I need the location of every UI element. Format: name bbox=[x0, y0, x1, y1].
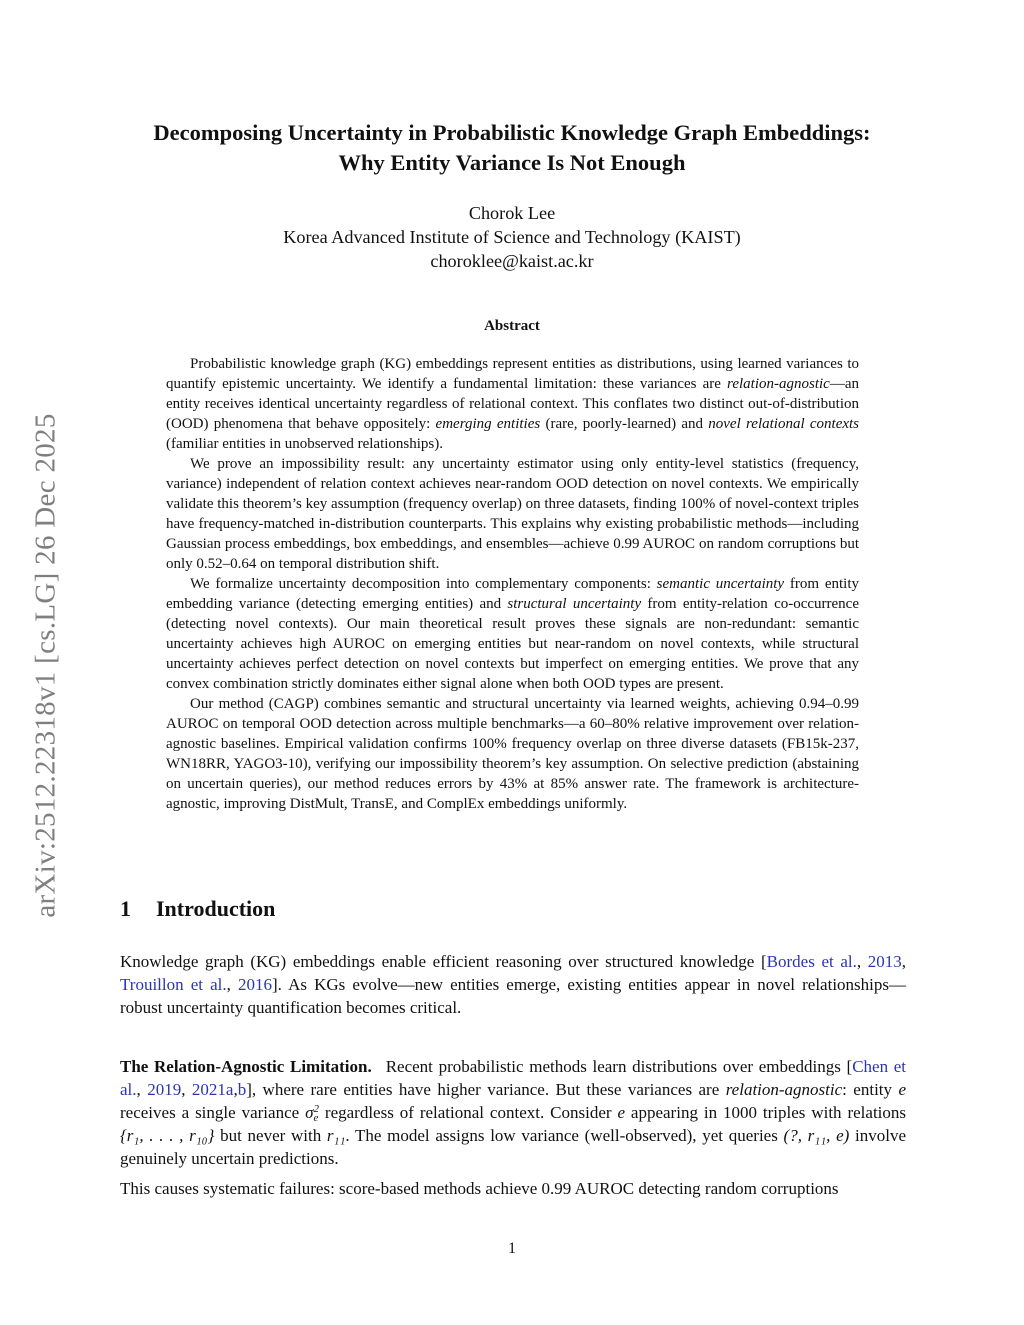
abstract-paragraph-4: Our method (CAGP) combines semantic and structural uncertainty via learned weights, achieving 0.94–0.99 AUROC on temporal OOD detection across multiple benchmarks—a 60–80% relative improvement over relation-agnostic baselines. Empirical validation confirms 100% frequency overlap on three diverse datasets (FB15k-237, WN18RR, YAGO3-10), verifying our impossibility theorem’s key assumption. On selective prediction (abstaining on uncertain queries), our method reduces errors by 43% at 85% answer rate. The framework is architecture-agnostic, improving DistMult, TransE, and ComplEx embeddings uniformly. bbox=[166, 696, 859, 812]
abstract-paragraph-3: We formalize uncertainty decomposition into complementary components: semantic uncertainty from entity embedding variance (detecting emerging entities) and structural uncertainty from entity-relation co-occurrence (detecting novel contexts). Our main theoretical result proves these signals are non-redundant: semantic uncertainty achieves high AUROC on emerging entities but near-random on novel contexts, while structural uncertainty achieves perfect detection on novel contexts but imperfect on emerging entities. We prove that any convex combination strictly dominates either signal alone when both OOD types are present. bbox=[166, 576, 859, 692]
math-query: (?, r₁₁, e) bbox=[783, 1126, 850, 1145]
title-line-1: Decomposing Uncertainty in Probabilistic Knowledge Graph Embeddings: bbox=[153, 120, 871, 145]
page-number: 1 bbox=[508, 1240, 516, 1257]
abstract-body bbox=[166, 354, 859, 814]
arxiv-sidebar bbox=[18, 370, 74, 960]
citation-link[interactable]: 2019 bbox=[147, 1080, 182, 1099]
abstract-paragraph-2: We prove an impossibility result: any uncertainty estimator using only entity-level statistics (frequency, variance) independent of relation context achieves near-random OOD detection on novel contexts. We empirically validate this theorem’s key assumption (frequency overlap) on three datasets, finding 100% of novel-context triples have frequency-matched in-distribution counterparts. This explains why existing probabilistic methods—including Gaussian process embeddings, box embeddings, and ensembles—achieve 0.99 AUROC on random corruptions but only 0.52–0.64 on temporal distribution shift. bbox=[166, 456, 859, 572]
author-name: Chorok Lee bbox=[468, 203, 556, 223]
citation-link[interactable]: Chen et al. bbox=[120, 1057, 907, 1099]
author-email: choroklee@kaist.ac.kr bbox=[430, 251, 594, 271]
section-heading-introduction bbox=[120, 895, 275, 923]
intro-paragraph-2: The Relation-Agnostic Limitation. Recent probabilistic methods learn distributions over embeddings [Chen et al., 2019, 2021a,b], where rare entities have higher variance. But these variances are relation-agnostic: entity e receives a single variance σ 2 e regardless of relational context. Consider e appearing in 1000 triples with relations {r₁, . . . , r₁₀} but never with r₁₁. The model assigns low variance (well-observed), yet queries (?, r₁₁, e) involve genuinely uncertain predictions. bbox=[120, 1057, 907, 1168]
abstract-heading: Abstract bbox=[484, 318, 540, 334]
paragraph-heading: The Relation-Agnostic Limitation. bbox=[120, 1057, 372, 1076]
section-title: Introduction bbox=[156, 896, 276, 921]
math-symbol: e bbox=[617, 1103, 625, 1122]
citation-link[interactable]: 2021a bbox=[191, 1080, 234, 1099]
math-relation-set: {r₁, . . . , r₁₀} bbox=[120, 1126, 215, 1145]
math-symbol: e bbox=[898, 1080, 907, 1099]
intro-paragraph-1: Knowledge graph (KG) embeddings enable efficient reasoning over structured knowledge [Bordes et al., 2013, Trouillon et al., 2016]. As KGs evolve—new entities emerge, existing entities appear in novel relationships—robust uncertainty quantification becomes critical. bbox=[120, 952, 907, 1017]
intro-paragraph-3: This causes systematic failures: score-based methods achieve 0.99 AUROC detecting random corruptions bbox=[120, 1179, 839, 1198]
title-line-2: Why Entity Variance Is Not Enough bbox=[338, 150, 686, 175]
citation-link[interactable]: Bordes et al. bbox=[766, 952, 857, 971]
section-number: 1 bbox=[120, 896, 131, 921]
citation-link[interactable]: b bbox=[237, 1080, 247, 1099]
author-affiliation: Korea Advanced Institute of Science and Technology (KAIST) bbox=[283, 227, 741, 247]
math-sigma: σ 2 e bbox=[305, 1103, 319, 1124]
abstract-paragraph-1: Probabilistic knowledge graph (KG) embeddings represent entities as distributions, using learned variances to quantify epistemic uncertainty. We identify a fundamental limitation: these variances are relation-agnostic—an entity receives identical uncertainty regardless of relational context. This conflates two distinct out-of-distribution (OOD) phenomena that behave oppositely: emerging entities (rare, poorly-learned) and novel relational contexts (familiar entities in unobserved relationships). bbox=[166, 356, 860, 452]
citation-link[interactable]: Trouillon et al. bbox=[120, 975, 227, 994]
citation-link[interactable]: 2016 bbox=[237, 975, 272, 994]
citation-link[interactable]: 2013 bbox=[867, 952, 902, 971]
math-relation: r₁₁ bbox=[326, 1126, 346, 1145]
arxiv-identifier: arXiv:2512.22318v1 [cs.LG] 26 Dec 2025 bbox=[29, 412, 62, 918]
author-block bbox=[100, 201, 924, 273]
paper-title bbox=[100, 118, 924, 178]
